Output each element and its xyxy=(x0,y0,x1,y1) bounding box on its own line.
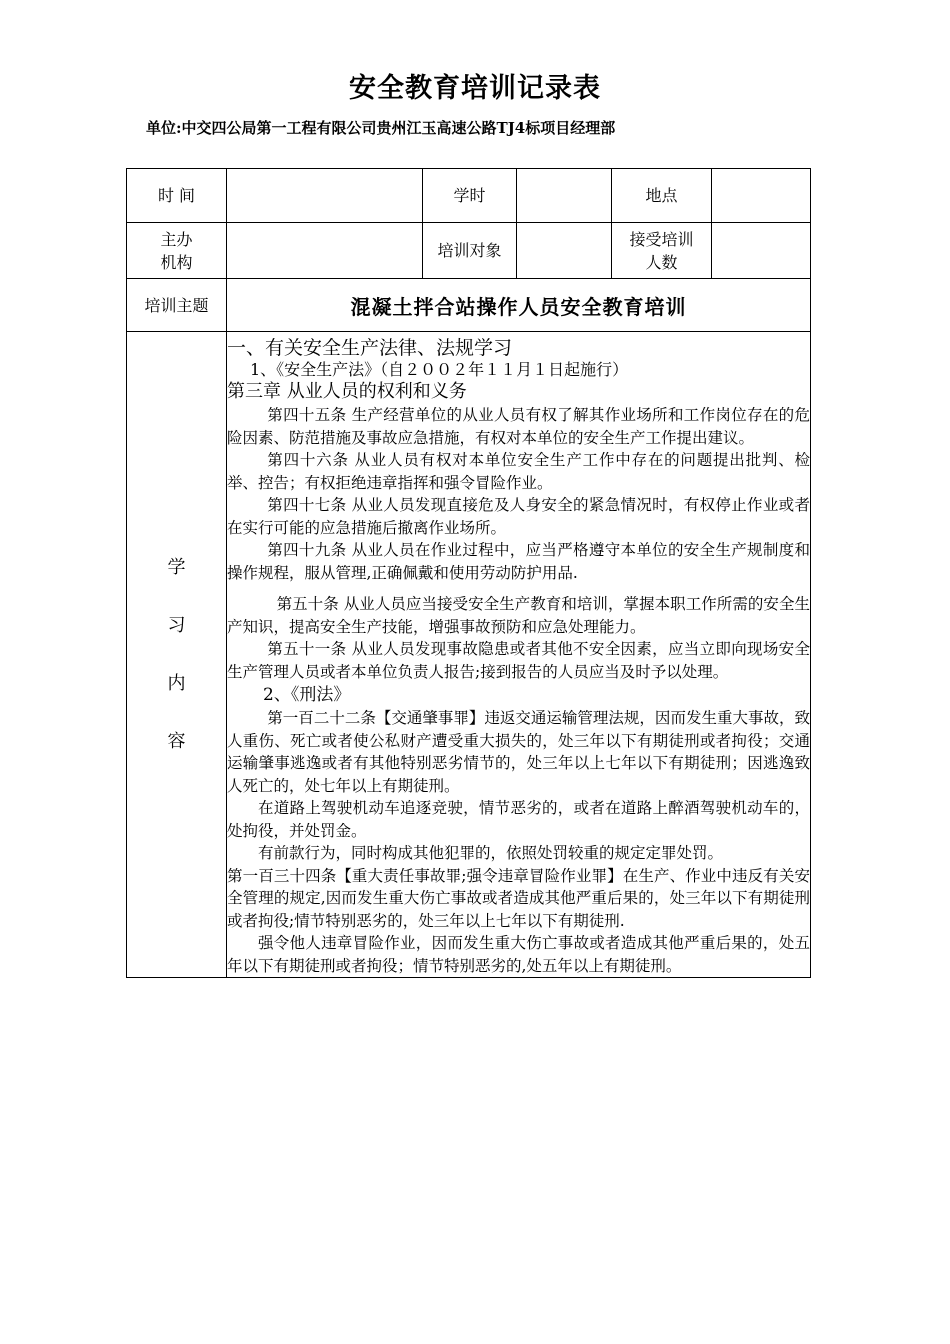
article-45: 第四十五条 生产经营单位的从业人员有权了解其作业场所和工作岗位存在的危险因素、防范措施及事故应急措施，有权对本单位的安全生产工作提出建议。 xyxy=(227,406,810,447)
count-label xyxy=(612,223,712,279)
organizer-label-line1: 主办 xyxy=(160,229,193,249)
count-value[interactable] xyxy=(712,223,811,279)
target-value[interactable] xyxy=(517,223,612,279)
time-value[interactable] xyxy=(227,169,423,223)
article-122: 第一百二十二条【交通肇事罪】违返交通运输管理法规，因而发生重大事故，致人重伤、死亡或者使公私财产遭受重大损失的，处三年以下有期徒刑或者拘役；交通运输肇事逃逸或者有其他特别恶劣情节的，处三年以上七年以下有期徒刑；因逃逸致人死亡的，处七年以上有期徒刑。 xyxy=(227,709,810,795)
side-char: 学 xyxy=(167,556,186,578)
row-content xyxy=(127,332,811,978)
side-char: 容 xyxy=(167,730,186,752)
time-label: 时 间 xyxy=(127,169,227,223)
article-47: 第四十七条 从业人员发现直接危及人身安全的紧急情况时，有权停止作业或者在实行可能的应急措施后撤离作业场所。 xyxy=(227,496,810,537)
unit-line: 单位:中交四公局第一工程有限公司贵州江玉高速公路TJ4标项目经理部 xyxy=(146,119,616,137)
hours-label: 学时 xyxy=(423,169,517,223)
row-topic xyxy=(127,279,811,332)
article-134: 第一百三十四条【重大责任事故罪;强令违章冒险作业罪】在生产、作业中违反有关安全管理的规定,因而发生重大伤亡事故或者造成其他严重后果的，处三年以下有期徒刑或者拘役;情节特别恶劣的，处三年以上七年以下有期徒刑. xyxy=(227,866,810,930)
article-49: 第四十九条 从业人员在作业过程中，应当严格遵守本单位的安全生产规制度和操作规程，服从管理,正确佩戴和使用劳动防护用品. xyxy=(227,541,810,582)
law-heading: 1、《安全生产法》（自２００２年１１月１日起施行） xyxy=(250,360,629,379)
side-char: 内 xyxy=(167,672,186,694)
row-organizer xyxy=(127,223,811,279)
page-title: 安全教育培训记录表 xyxy=(349,73,601,104)
chapter-heading: 第三章 从业人员的权利和义务 xyxy=(227,381,467,402)
topic-label: 培训主题 xyxy=(127,279,227,332)
organizer-label-line2: 机构 xyxy=(160,252,193,272)
count-label-line2: 人数 xyxy=(645,252,678,272)
content-body xyxy=(227,332,811,978)
place-value[interactable] xyxy=(712,169,811,223)
organizer-value[interactable] xyxy=(227,223,423,279)
article-50: 第五十条 从业人员应当接受安全生产教育和培训，掌握本职工作所需的安全生产知识，提高安全生产技能，增强事故预防和应急处理能力。 xyxy=(227,595,810,636)
article-134-para2: 强令他人违章冒险作业，因而发生重大伤亡事故或者造成其他严重后果的，处五年以下有期徒刑或者拘役；情节特别恶劣的,处五年以上有期徒刑。 xyxy=(227,934,810,975)
article-122-para3: 有前款行为，同时构成其他犯罪的，依照处罚较重的规定定罪处罚。 xyxy=(258,844,724,862)
content-side-label xyxy=(127,332,227,978)
hours-value[interactable] xyxy=(517,169,612,223)
article-46: 第四十六条 从业人员有权对本单位安全生产工作中存在的问题提出批判、检举、控告；有权拒绝违章指挥和强令冒险作业。 xyxy=(227,451,810,492)
section-heading: 一、有关安全生产法律、法规学习 xyxy=(227,337,513,359)
training-record-table xyxy=(126,168,811,978)
place-label: 地点 xyxy=(612,169,712,223)
criminal-law-heading: 2、《刑法》 xyxy=(263,685,351,705)
organizer-label xyxy=(127,223,227,279)
side-char: 习 xyxy=(167,614,186,636)
article-51: 第五十一条 从业人员发现事故隐患或者其他不安全因素，应当立即向现场安全生产管理人员或者本单位负责人报告;接到报告的人员应当及时予以处理。 xyxy=(227,640,810,681)
count-label-line1: 接受培训 xyxy=(629,229,694,249)
row-time xyxy=(127,169,811,223)
article-122-para2: 在道路上驾驶机动车追逐竞驶，情节恶劣的，或者在道路上醉酒驾驶机动车的，处拘役，并处罚金。 xyxy=(227,799,810,840)
target-label: 培训对象 xyxy=(423,223,517,279)
topic-value: 混凝土拌合站操作人员安全教育培训 xyxy=(227,279,811,332)
